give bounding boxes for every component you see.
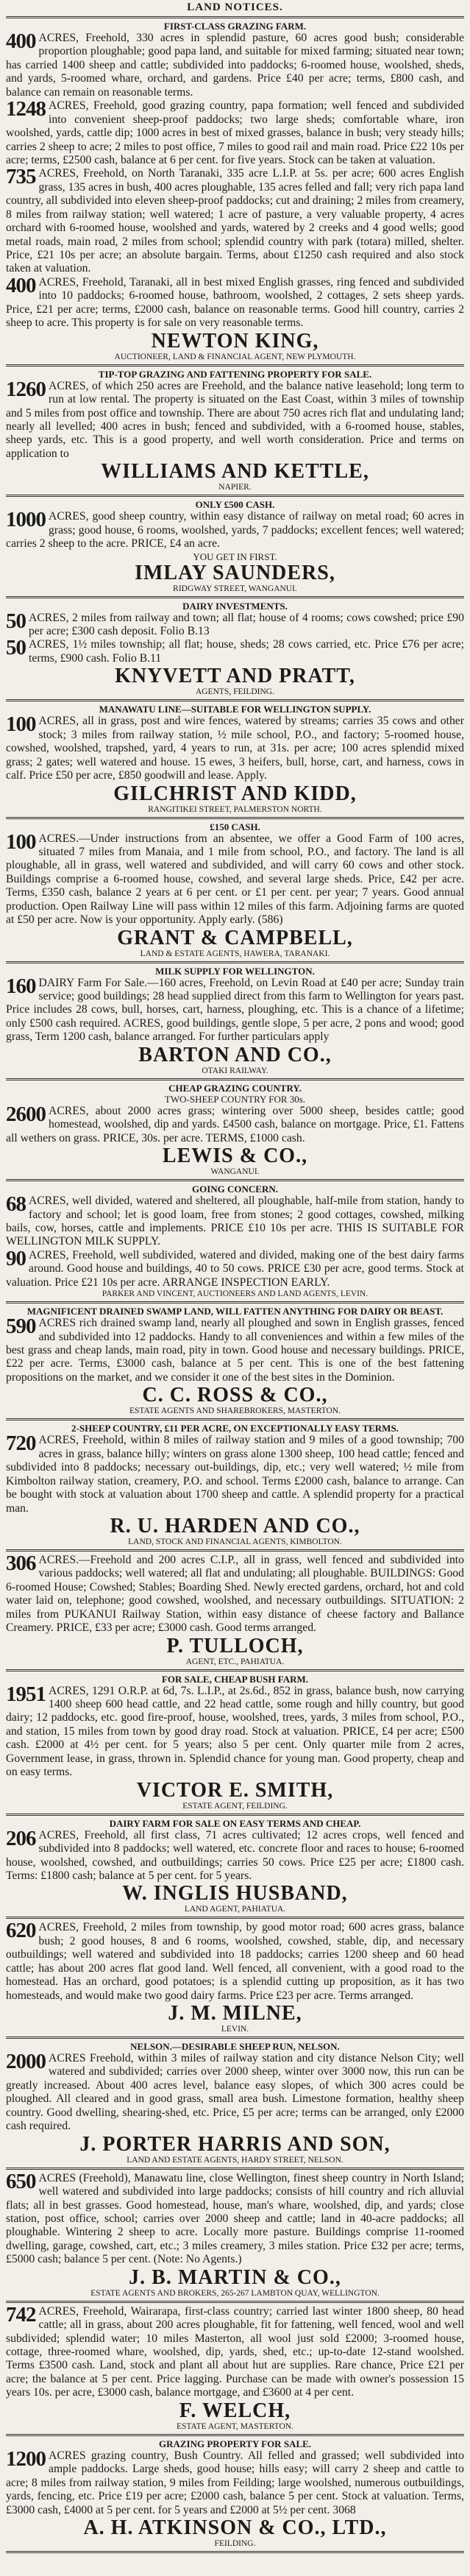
ad-divider [6, 2168, 464, 2170]
ad-tagline: YOU GET IN FIRST. [193, 551, 277, 562]
ad-paragraph [6, 2169, 464, 2267]
agent-address: LAND AND ESTATE AGENTS, HARDY STREET, NELSON. [127, 2155, 343, 2165]
ad-paragraph [6, 609, 464, 639]
ad-divider [6, 1549, 464, 1551]
ad-heading: DAIRY FARM FOR SALE ON EASY TERMS AND CHEAP. [109, 1817, 361, 1829]
acreage-number: 1260 [6, 377, 46, 401]
ad-heading: ONLY £500 CASH. [195, 499, 275, 511]
agent-address: AGENT, ETC., PAHIATUA. [185, 1657, 285, 1666]
acreage-number: 100 [6, 829, 36, 854]
ad-paragraph [6, 638, 464, 665]
page-title: LAND NOTICES. [187, 1, 283, 13]
ad-text: ACRES Freehold, within 3 miles of railway station and city distance Nelson City; well watered and subdivided; carries over 2000 sheep, winter over 3000 now, this run can be greatly increased. About 400 acres level, balance easy slopes, of which 300 acres could be ploughed. All cleared and in good grass, small area bush. Limestone formation, healthy sheep country. Good dwelling, shearing-shed, etc. Price, £5 per acre; terms can be arranged, only £2000 cash required. [6, 2052, 464, 2133]
agent-name: P. TULLOCH, [166, 1634, 304, 1657]
ad-divider [6, 1301, 464, 1303]
ad-text: ACRES rich drained swamp land, nearly all ploughed and sown in English grasses, fenced and subdivided into 12 paddocks. Handy to all conveniences and within a few miles of the best grass and cheap lands, main road, pity in town. Good house and necessary buildings. PRICE, £22 per acre. Terms, £3000 cash, balance at 5 per cent. This is one of the best fattening propositions on the market, and we consider it one of the best sites in the Dominion. [6, 1317, 464, 1384]
advertisement [6, 2169, 464, 2299]
ad-divider [6, 1078, 464, 1080]
ad-text: ACRES, Freehold, Taranaki, all in best mixed English grasses, ring fenced and subdivided into 10 paddocks; 6-roomed house, bathroom, woolshed, 2 cottages, 2 sets sheep yards. Price, £21 per acre; terms, £2000 cash, balance on reasonable terms. Good hill country, carries 2 sheep to acre. This property is for sale on very reasonable terms. [6, 275, 464, 330]
ad-paragraph [6, 1921, 464, 2003]
advertisement-list [6, 21, 464, 2553]
agent-name: A. H. ATKINSON & CO., LTD., [83, 2516, 387, 2539]
acreage-number: 720 [6, 1432, 36, 1456]
acreage-number: 735 [6, 165, 36, 189]
ad-paragraph [6, 1102, 464, 1145]
ad-text: ACRES, Freehold, within 8 miles of railway station and 9 miles of a good township; 700 acres in grass, balance hilly; winters on grass alone 1300 sheep, 100 head cattle; fenced and subdivided into 8 paddocks; necessary out-buildings, dip, etc.; very well watered; ½ mile from Kimbolton railway station, creamery, P.O. and school. Terms £2000 cash, balance to arrange. Can be bought with stock at valuation about 1700 sheep and cattle. A splendid property for a practical man. [6, 1434, 464, 1515]
acreage-number: 590 [6, 1314, 36, 1339]
advertisement [6, 1551, 464, 1667]
agent-name: KNYVETT AND PRATT, [115, 665, 355, 688]
agent-name: F. WELCH, [179, 2399, 291, 2422]
ad-heading: MILK SUPPLY FOR WELLINGTON. [155, 965, 315, 977]
advertisement [6, 2041, 464, 2165]
agent-address: LAND AGENT, PAHIATUA. [184, 1905, 286, 1914]
advertisement [6, 1818, 464, 1915]
agent-address: FEILDING. [214, 2538, 256, 2548]
agent-name: W. INGLIS HUSBAND, [122, 1882, 348, 1906]
acreage-number: 1200 [6, 2446, 46, 2471]
advertisement [6, 1306, 464, 1416]
ad-divider [6, 1917, 464, 1919]
agent-name: WILLIAMS AND KETTLE, [101, 460, 369, 484]
ad-heading: GOING CONCERN. [191, 1183, 278, 1195]
advertisement [6, 1083, 464, 1177]
ad-text: ACRES, Freehold, 2 miles from township, by good motor road; 600 acres grass, balance bush; 2 good houses, 8 and 6 rooms, woolshed, cowshed, stable, dip, and necessary outbuildings; well watered and subdivided into 18 paddocks; carries 1200 sheep and 60 head cattle; has about 200 acres flat good land. Well fenced, all convenient, with a good road to the homestead. Has an orchard, good potatoes; is a splendid cutting up proposition, as it has two homesteads, and would make two good dairy farms. Price £23 per acre. Terms arranged. [6, 1921, 464, 2002]
ad-paragraph [6, 510, 464, 551]
ad-text: ACRES.—Freehold and 200 acres C.I.P., all in grass, well fenced and subdivided into various paddocks; well watered; all flat and undulating; all ploughable. BUILDINGS: Good 6-roomed House; Cowshed; Stables; Boarding Shed. Newly erected gardens, orchard, hot and cold water laid on, telephone; good cowshed, woolshed, and necessary outbuildings. SITUATION: 2 miles from PUKANUI Railway Station, within easy distance of cheese factory and Ballance Creamery. PRICE, £33 per acre; £3000 cash. Good terms arranged. [6, 1553, 464, 1635]
advertisement [6, 1183, 464, 1299]
acreage-number: 650 [6, 2169, 36, 2193]
ad-text: ACRES (Freehold), Manawatu line, close Wellington, finest sheep country in North Island; well watered and subdivided into large paddocks; consists of hill country and rich alluvial flats; all in best grasses. Good homestead, house, man's whare, woolshed, dip, and yards; close station, post office, school; carries over 2000 sheep and cattle; land in 40-acre paddocks; all ploughable. Wintering 2 sheep to acre. Locally more pasture. Buildings comprise 11-roomed dwelling, garage, cowshed, cart, etc.; 3 miles creamery, 3 miles station. Price £32 per acre; terms, £5000 cash; balance 5 per cent. (Note: No Agents.) [6, 2171, 464, 2266]
agent-name: GRANT & CAMPBELL, [117, 926, 353, 949]
ad-divider [6, 2301, 464, 2303]
ad-heading: FIRST-CLASS GRAZING FARM. [163, 21, 307, 32]
ad-text: ACRES, Freehold, well subdivided, watered and divided, making one of the best dairy farms around. Good house and buildings, 40 to 50 cows. PRICE £30 per acre, good terms. Stock at valuation. Price £21 10s per acre. ARRANGE INSPECTION EARLY. [6, 1248, 464, 1289]
ad-paragraph [6, 2446, 464, 2517]
ad-paragraph [6, 377, 464, 461]
acreage-number: 1248 [6, 97, 46, 121]
ad-text: DAIRY Farm For Sale.—160 acres, Freehold, on Levin Road at £40 per acre; Sunday train service; good buildings; 28 head supplied direct from this farm to Wellington for years past. Price includes 28 cows, bull, horses, cart, harness, ploughing, etc. This is a chance of a lifetime; only £500 cash required. ACRES, good buildings, gentle slope, 5 per acre, 2 pons and wood; good grass, Term 1200 cash, balance arranged. For further particulars apply [6, 976, 464, 1044]
agent-name: J. PORTER HARRIS AND SON, [79, 2132, 391, 2156]
ad-heading: £150 CASH. [210, 821, 260, 832]
ad-paragraph [6, 974, 464, 1044]
agent-address: AGENTS, FEILDING. [195, 687, 274, 697]
agent-name: IMLAY SAUNDERS, [135, 561, 335, 584]
acreage-number: 160 [6, 974, 36, 998]
ad-text: ACRES, Freehold, good grazing country, papa formation; well fenced and subdivided into convenient sheep-proof paddocks; two large sheds; comfortable whare, iron woolshed, yards, cattle dip; 1000 acres in best of mixed grasses, balance in bush; very steady hills; carries 2 sheep to acre; 2 miles to post office, 7 miles to good rail and main road. Price £22 10s per acre; terms, £2500 cash, balance at 6 per cent. for five years. Stock can be taken at valuation. [6, 99, 464, 166]
agent-address: WANGANUI. [210, 1167, 260, 1177]
agent-name: C. C. ROSS & CO., [142, 1384, 328, 1407]
agent-address: LAND & ESTATE AGENTS, HAWERA, TARANAKI. [140, 949, 330, 958]
agent-address: PARKER AND VINCENT, AUCTIONEERS AND LAND AGENTS, LEVIN. [102, 1289, 368, 1299]
ad-divider [6, 364, 464, 367]
ad-heading: NELSON.—DESIRABLE SHEEP RUN, NELSON. [130, 2041, 340, 2052]
agent-address: ESTATE AGENTS AND BROKERS, 265-267 LAMBTON QUAY, WELLINGTON. [90, 2288, 380, 2298]
ad-heading: FOR SALE, CHEAP BUSH FARM. [161, 1673, 309, 1685]
acreage-number: 306 [6, 1551, 36, 1575]
advertisement [6, 1423, 464, 1547]
ad-divider [6, 1814, 464, 1816]
agent-address: RANGITIKEI STREET, PALMERSTON NORTH. [148, 804, 322, 814]
acreage-number: 206 [6, 1826, 36, 1850]
acreage-number: 90 [6, 1246, 26, 1270]
ad-heading: MAGNIFICENT DRAINED SWAMP LAND, WILL FATTEN ANYTHING FOR DAIRY OR BEAST. [26, 1306, 444, 1317]
ad-text: ACRES, 2 miles from railway and town; all flat; house of 4 rooms; cows cowshed; price £90 per acre; £300 cash deposit. Folio B.13 [29, 611, 464, 637]
ad-text: ACRES, all in grass, post and wire fences, watered by streams; carries 35 cows and other stock; 3 miles from railway station, ½ mile school, P.O., and factory; 5-roomed house, cowshed, woolshed, trapshed, yard, 4 years to run, at 31s. per acre; 100 acres splendid mixed grass; 2 gates; well watered and house. 15 ewes, 3 heifers, bull, horse, cart, and harness, cows in calf. Price £50 per acre, £850 goodwill and lease. Apply. [6, 715, 464, 782]
ad-paragraph [6, 1434, 464, 1515]
advertisement [6, 1674, 464, 1811]
ad-paragraph [6, 712, 464, 782]
ad-divider [6, 495, 464, 497]
advertisement [6, 2438, 464, 2549]
acreage-number: 68 [6, 1192, 26, 1217]
advertisement [6, 1921, 464, 2034]
ad-divider [6, 961, 464, 963]
agent-address: ESTATE AGENT, MASTERTON. [177, 2421, 293, 2431]
ad-text: ACRES, Freehold, 330 acres in splendid pasture, 60 acres good bush; considerable proportion ploughable; good papa land, and suitable for mixed farming; situated near town; has carried 1400 sheep and cattle; subdivided into paddocks; 6-roomed house, woolshed, sheds, and yards, 5-roomed whare, orchard, and gardens. Price £40 per acre; terms, £800 cash, and balance can remain on reasonable terms. [6, 32, 464, 99]
ad-text: ACRES grazing country, Bush Country. All felled and grassed; well subdivided into ample paddocks. Large sheds, good house; hills easy; will carry 2 sheep and cattle to acre; 8 miles from railway station, 9 miles from Feilding; large woolshed, numerous outbuildings, yards, fencing, etc. Price £19 per acre; £2000 cash, balance 5 per cent. Stock at valuation. Terms, £3000 cash, £4000 at 5 per cent. for 5 years and £2000 at 5½ per cent. 3068 [6, 2449, 464, 2516]
ad-paragraph [6, 167, 464, 276]
agent-name: R. U. HARDEN AND CO., [110, 1514, 360, 1538]
ad-subheading: TWO-SHEEP COUNTRY FOR 30s. [164, 1093, 306, 1105]
advertisement [6, 601, 464, 698]
acreage-number: 50 [6, 609, 26, 633]
agent-address: ESTATE AGENTS AND SHAREBROKERS, MASTERTON. [129, 1406, 341, 1416]
agent-name: GILCHRIST AND KIDD, [113, 782, 357, 805]
ad-paragraph [6, 273, 464, 330]
ad-divider [6, 699, 464, 701]
ad-paragraph [6, 1682, 464, 1780]
advertisement [6, 21, 464, 362]
ad-heading: DAIRY INVESTMENTS. [182, 600, 288, 612]
ad-text: ACRES, 1291 O.R.P. at 6d, 7s. L.I.P., at 2s.6d., 852 in grass, balance bush, now carrying 1400 sheep 600 head cattle, and 22 head cattle, some rough and hilly country, but good dairy; 12 paddocks, etc. good fire-proof, house, woolshed, trees, yards, 3 miles from school, P.O., and station, 15 miles from town by good dray road. Stock at valuation. PRICE, £4 per acre; £500 cash. £2000 at 4½ per cent. for 5 years; also 5 per cent. Only quarter mile from 2 acres, Government lease, in grass, thrown in. Splendid chance for young man. Good property, cheap and on easy terms. [6, 1684, 464, 1779]
agent-address: LEVIN. [221, 2025, 249, 2034]
ad-text: ACRES, 1½ miles township; all flat; house, sheds; 28 cows carried, etc. Price £76 per acre; terms, £900 cash. Folio B.11 [29, 638, 464, 665]
ad-divider [6, 817, 464, 819]
acreage-number: 50 [6, 636, 26, 660]
ad-paragraph [6, 1246, 464, 1289]
advertisement [6, 2302, 464, 2432]
acreage-number: 1000 [6, 508, 46, 532]
advertisement [6, 821, 464, 959]
ad-divider [6, 1418, 464, 1420]
acreage-number: 620 [6, 1919, 36, 1943]
agent-address: AUCTIONEER, LAND & FINANCIAL AGENT, NEW PLYMOUTH. [114, 352, 356, 361]
ad-heading: MANAWATU LINE—SUITABLE FOR WELLINGTON SUPPLY. [99, 704, 371, 715]
ad-text: ACRES, about 2000 acres grass; wintering over 5000 sheep, besides cattle; good homestead, woolshed, dip and yards. £4500 cash, balance on mortgage. Price, £1. Fattens all wethers on grass. PRICE, 30s. per acre. TERMS, £1000 cash. [6, 1104, 464, 1144]
ad-text: ACRES, Freehold, all first class, 71 acres cultivated; 12 acres crops, well fenced and subdivided into 8 paddocks; well watered, etc. concrete floor and races to house; 6-roomed house, woolshed, cowshed, and outbuildings; carries 50 cows. Price £25 per acre; £1800 cash. Terms: £1800 cash; balance at 5 per cent. for 5 years. [6, 1828, 464, 1882]
acreage-number: 2000 [6, 2050, 46, 2073]
ad-heading: GRAZING PROPERTY FOR SALE. [158, 2438, 312, 2449]
land-notices-page [6, 0, 464, 2553]
agent-address: RIDGWAY STREET, WANGANUI. [173, 584, 297, 593]
agent-name: LEWIS & CO., [162, 1144, 308, 1168]
acreage-number: 1951 [6, 1682, 46, 1706]
ad-text: ACRES, Freehold, on North Taranaki, 335 acre L.I.P. at 5s. per acre; 600 acres English grass, 135 acres in bush, 400 acres ploughable, 135 acres felled and fall; very rich papa land country, all subdivided into eleven sheep-proof paddocks; cut and draining; 2 miles from creamery, 8 miles from railway station; well watered; 1 acre of pasture, a very valuable property, 4 acres orchard with 6-roomed house, woolshed and yards, watered by 2 creeks and 4 good wells; good metal roads, main road, 2 miles from school; splendid country with park (totara) milled, shelter. Price, £21 10s per acre; an absolute bargain. Terms, about £1250 cash required and also stock taken at valuation. [6, 167, 464, 275]
agent-address: OTAKI RAILWAY. [202, 1066, 268, 1075]
ad-paragraph [6, 2052, 464, 2134]
agent-name: BARTON AND CO., [138, 1043, 332, 1066]
acreage-number: 400 [6, 29, 36, 53]
agent-address: NAPIER. [218, 483, 252, 492]
ad-divider [6, 1669, 464, 1671]
acreage-number: 2600 [6, 1102, 46, 1126]
advertisement [6, 966, 464, 1076]
ad-text: ACRES, good sheep country, within easy distance of railway on metal road; 60 acres in grass; good house, 6 rooms, woolshed, yards, 7 paddocks; excellent fences; well watered; carries 2 sheep to the acre. PRICE, £4 an acre. [6, 510, 464, 551]
ad-paragraph [6, 829, 464, 927]
ad-divider [6, 2551, 464, 2553]
ad-divider [6, 2434, 464, 2436]
ad-paragraph [6, 1314, 464, 1384]
acreage-number: 100 [6, 712, 36, 737]
agent-address: ESTATE AGENT, FEILDING. [182, 1801, 288, 1811]
ad-paragraph [6, 1826, 464, 1883]
ad-heading: 2-SHEEP COUNTRY, £11 PER ACRE, ON EXCEPTIONALLY EASY TERMS. [71, 1423, 399, 1434]
ad-paragraph [6, 29, 464, 99]
ad-text: ACRES, well divided, watered and sheltered, all ploughable, half-mile from station, handy to factory and school; let is good loam, free from stones; 2 good cottages, cowshed, milking bails, cow, horses, cattle and implements. PRICE £10 10s per acre. THIS IS SUITABLE FOR WELLINGTON MILK SUPPLY. [6, 1195, 464, 1248]
ad-paragraph [6, 99, 464, 167]
ad-text: ACRES.—Under instructions from an absentee, we offer a Good Farm of 100 acres, situated 7 miles from Manaia, and 1 mile from school, P.O., and factory. The land is all ploughable, all in grass, well watered and subdivided, and will carry 60 cows and other stock. Buildings comprise a 6-roomed house, cowshed, and several large sheds. Price, £42 per acre. Terms, £350 cash, balance 2 years at 6 per cent. or £1 per cent. per year; 7 years. Good annual production. Open Railway Line will pass within 12 miles of this farm. Adjoining farms are quoted at £50 per acre. Now is your opportunity. Apply early. (586) [6, 832, 464, 927]
ad-paragraph [6, 1192, 464, 1249]
ad-text: ACRES, Freehold, Wairarapa, first-class country; carried last winter 1800 sheep, 80 head cattle; all in grass, about 200 acres ploughable, fit for fattening, well fenced, wool and well subdivided; splendid water; 10 miles Masterton, all wool just sold £2000; 3-roomed house, cottage, three-roomed whare, woolshed, dip, yards, shed, etc.; up-to-date 12-stand woolshed. Terms £3500 cash. Land, stock and plant all about hut are supplies. Rare chance, Price £21 per acre; the balance at 5 per cent. Price lagging. Purchase can be made with owner's possession 15 years 10s. per acre, £3000 cash, balance mortgage, and £3600 at 4 per cent. [6, 2304, 464, 2399]
acreage-number: 742 [6, 2302, 36, 2326]
advertisement [6, 369, 464, 493]
agent-name: NEWTON KING, [151, 329, 319, 353]
ad-divider [6, 596, 464, 598]
advertisement [6, 704, 464, 814]
advertisement [6, 499, 464, 593]
agent-name: J. B. MARTIN & CO., [129, 2265, 341, 2289]
ad-paragraph [6, 2302, 464, 2400]
ad-divider [6, 2037, 464, 2039]
ad-divider [6, 1179, 464, 1181]
title-divider [6, 16, 464, 18]
ad-text: ACRES, of which 250 acres are Freehold, and the balance native leasehold; long term to run at low rental. The property is situated on the East Coast, within 3 miles of township and 5 miles from post office and township. There are about 750 acres rich flat and undulating land; nearly all levelled; 400 acres in bush; fenced and subdivided, with a 6-roomed house, stables, sheep yards, etc. This is a good property, and well worth consideration. Price and terms on application to [6, 379, 464, 460]
agent-address: LAND, STOCK AND FINANCIAL AGENTS, KIMBOLTON. [128, 1537, 342, 1546]
ad-heading: TIP-TOP GRAZING AND FATTENING PROPERTY FOR SALE. [98, 368, 372, 380]
agent-name: VICTOR E. SMITH, [136, 1778, 334, 1802]
agent-name: J. M. MILNE, [168, 2002, 302, 2025]
ad-paragraph [6, 1551, 464, 1635]
acreage-number: 400 [6, 273, 36, 297]
ad-heading: CHEAP GRAZING COUNTRY. [168, 1082, 302, 1094]
